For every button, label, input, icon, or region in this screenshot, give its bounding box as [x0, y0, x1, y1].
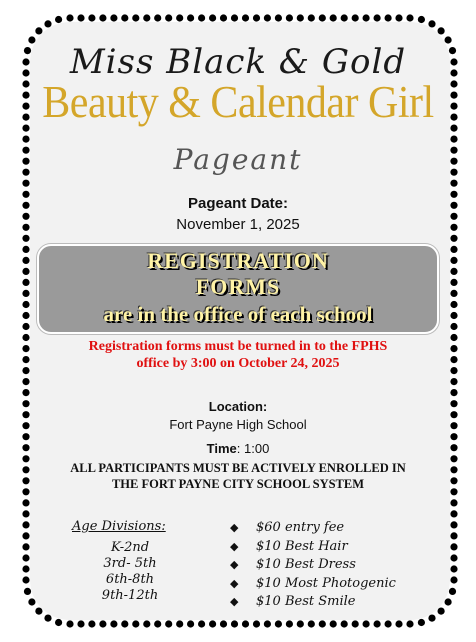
fee-item: ◆ $10 Best Dress — [230, 557, 356, 572]
border-dot — [22, 136, 29, 143]
border-dot — [22, 510, 29, 517]
border-dot — [77, 14, 84, 21]
border-dot — [445, 598, 452, 605]
border-dot — [363, 14, 370, 21]
deadline-line1: Registration forms must be turned in to the FPHS — [88, 339, 388, 354]
border-dot — [450, 268, 457, 275]
border-dot — [55, 619, 62, 626]
time-value: : 1:00 — [236, 441, 270, 456]
pageant-date-label: Pageant Date: — [187, 195, 289, 212]
border-dot — [330, 14, 337, 21]
border-dot — [450, 180, 457, 187]
border-dot — [450, 543, 457, 550]
border-dot — [286, 620, 293, 627]
time-line — [0, 441, 476, 456]
border-dot — [450, 367, 457, 374]
border-dot — [264, 620, 271, 627]
border-dot — [165, 14, 172, 21]
border-dot — [253, 620, 260, 627]
border-dot — [22, 499, 29, 506]
border-dot — [88, 14, 95, 21]
border-dot — [363, 620, 370, 627]
border-dot — [406, 14, 413, 21]
border-dot — [418, 619, 425, 626]
border-dot — [395, 14, 402, 21]
border-dot — [176, 620, 183, 627]
border-dot — [449, 588, 456, 595]
border-dot — [22, 290, 29, 297]
notice-line1: ALL PARTICIPANTS MUST BE ACTIVELY ENROLLED IN — [70, 461, 406, 475]
age-division: 3rd- 5th — [103, 556, 157, 571]
border-dot — [450, 455, 457, 462]
border-dot — [308, 14, 315, 21]
registration-line2: FORMS — [195, 274, 281, 299]
border-dot — [308, 620, 315, 627]
border-dot — [22, 345, 29, 352]
border-dot — [450, 477, 457, 484]
border-dot — [450, 378, 457, 385]
border-dot — [220, 620, 227, 627]
diamond-bullet-icon: ◆ — [230, 558, 239, 571]
border-dot — [22, 334, 29, 341]
border-dot — [450, 290, 457, 297]
age-divisions-label: Age Divisions: — [72, 519, 166, 534]
border-dot — [22, 246, 29, 253]
registration-line3: are in the office of each school — [103, 302, 373, 326]
border-dot — [385, 14, 392, 21]
border-dot — [264, 14, 271, 21]
border-dot — [22, 576, 29, 583]
border-dot — [99, 14, 106, 21]
fee-item: ◆ $60 entry fee — [230, 520, 345, 535]
border-dot — [198, 620, 205, 627]
border-dot — [253, 14, 260, 21]
title-beauty-calendar-girl: Beauty & Calendar Girl — [42, 78, 434, 128]
border-dot — [22, 455, 29, 462]
fee-item: ◆ $10 Most Photogenic — [230, 575, 396, 591]
border-dot — [330, 620, 337, 627]
location-label: Location: — [208, 399, 268, 414]
border-dot — [242, 620, 249, 627]
border-dot — [450, 565, 457, 572]
border-dot — [209, 620, 216, 627]
registration-banner — [37, 244, 439, 334]
border-dot — [319, 14, 326, 21]
border-dot — [450, 345, 457, 352]
border-dot — [110, 620, 117, 627]
border-dot — [406, 620, 413, 627]
border-dot — [66, 14, 73, 21]
border-dot — [22, 323, 29, 330]
border-dot — [22, 312, 29, 319]
border-dot — [143, 620, 150, 627]
border-dot — [450, 532, 457, 539]
border-dot — [154, 620, 161, 627]
border-dot — [374, 620, 381, 627]
border-dot — [275, 620, 282, 627]
border-dot — [66, 620, 73, 627]
border-dot — [22, 235, 29, 242]
age-division: 6th-8th — [105, 572, 155, 587]
border-dot — [22, 488, 29, 495]
border-dot — [22, 554, 29, 561]
title-pageant: Pageant — [173, 143, 303, 176]
fee-item: ◆ $10 Best Smile — [230, 594, 356, 609]
border-dot — [450, 136, 457, 143]
title-miss-black-gold: Miss Black & Gold — [69, 42, 407, 82]
border-dot — [77, 620, 84, 627]
diamond-bullet-icon: ◆ — [230, 521, 239, 534]
border-dot — [132, 620, 139, 627]
border-dot — [374, 14, 381, 21]
location-value: Fort Payne High School — [169, 417, 307, 432]
diamond-bullet-icon: ◆ — [230, 539, 239, 553]
border-dot — [352, 620, 359, 627]
border-dot — [22, 268, 29, 275]
diamond-bullet-icon: ◆ — [230, 595, 239, 608]
border-dot — [165, 620, 172, 627]
border-dot — [22, 389, 29, 396]
border-dot — [450, 576, 457, 583]
border-dot — [22, 543, 29, 550]
diamond-bullet-icon: ◆ — [230, 576, 239, 590]
border-dot — [450, 499, 457, 506]
border-dot — [450, 466, 457, 473]
border-dot — [275, 14, 282, 21]
border-dot — [88, 620, 95, 627]
border-dot — [22, 433, 29, 440]
border-dot — [44, 615, 51, 622]
border-dot — [110, 14, 117, 21]
border-dot — [209, 14, 216, 21]
border-dot — [143, 14, 150, 21]
border-dot — [450, 312, 457, 319]
age-division: 9th-12th — [101, 588, 159, 603]
border-dot — [450, 554, 457, 561]
border-dot — [395, 620, 402, 627]
border-dot — [352, 14, 359, 21]
deadline-line2: office by 3:00 on October 24, 2025 — [136, 356, 340, 371]
border-dot — [450, 279, 457, 286]
border-dot — [242, 14, 249, 21]
border-dot — [450, 301, 457, 308]
border-dot — [438, 608, 445, 615]
border-dot — [198, 14, 205, 21]
border-dot — [22, 180, 29, 187]
border-dot — [22, 378, 29, 385]
border-dot — [99, 620, 106, 627]
border-dot — [450, 257, 457, 264]
border-dot — [297, 14, 304, 21]
border-dot — [231, 620, 238, 627]
border-dot — [450, 334, 457, 341]
border-dot — [154, 14, 161, 21]
border-dot — [22, 356, 29, 363]
border-dot — [22, 565, 29, 572]
border-dot — [121, 14, 128, 21]
border-dot — [286, 14, 293, 21]
border-dot — [22, 532, 29, 539]
border-dot — [450, 356, 457, 363]
pageant-date: November 1, 2025 — [176, 216, 300, 233]
border-dot — [121, 620, 128, 627]
fee-item: ◆ $10 Best Hair — [230, 538, 348, 554]
border-dot — [187, 620, 194, 627]
border-dot — [176, 14, 183, 21]
border-dot — [341, 620, 348, 627]
age-division: K-2nd — [110, 540, 150, 555]
border-dot — [22, 477, 29, 484]
border-dot — [297, 620, 304, 627]
border-dot — [450, 433, 457, 440]
notice-line2: THE FORT PAYNE CITY SCHOOL SYSTEM — [111, 477, 365, 491]
border-dot — [231, 14, 238, 21]
border-dot — [428, 615, 435, 622]
border-dot — [22, 279, 29, 286]
border-dot — [22, 367, 29, 374]
border-dot — [22, 301, 29, 308]
border-dot — [132, 14, 139, 21]
time-label: Time — [206, 441, 237, 456]
border-dot — [22, 466, 29, 473]
border-dot — [22, 521, 29, 528]
border-dot — [22, 257, 29, 264]
border-dot — [341, 14, 348, 21]
border-dot — [319, 620, 326, 627]
border-dot — [220, 14, 227, 21]
border-dot — [450, 323, 457, 330]
border-dot — [450, 235, 457, 242]
registration-line1: REGISTRATION — [147, 248, 329, 273]
fee-list — [230, 520, 396, 613]
border-dot — [450, 521, 457, 528]
border-dot — [450, 510, 457, 517]
border-dot — [450, 389, 457, 396]
deadline-notice — [50, 338, 426, 372]
border-dot — [450, 246, 457, 253]
enrollment-notice — [50, 460, 426, 492]
border-dot — [187, 14, 194, 21]
border-dot — [385, 620, 392, 627]
border-dot — [450, 488, 457, 495]
